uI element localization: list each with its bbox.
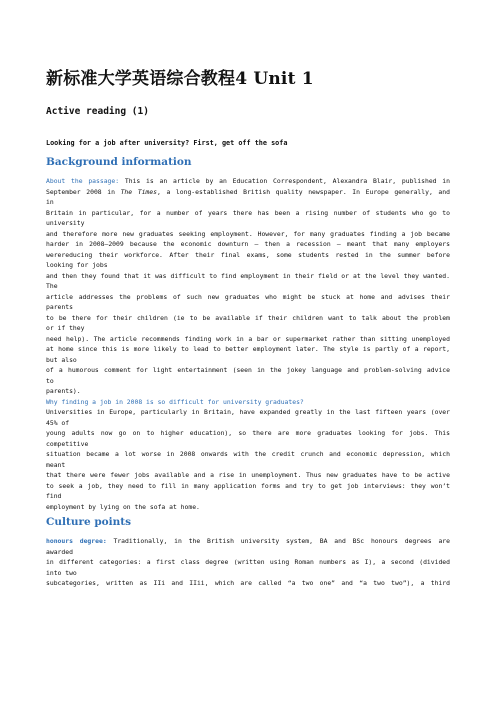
text-line: situation became a lot worse in 2008 onwards with the credit crunch and economic depression, which	[46, 450, 450, 458]
paragraph-lead: About the passage:	[46, 177, 120, 185]
text-line: need help). The article recommends finding work in a bar or supermarket rather than sitting unemployed	[46, 334, 450, 343]
text-line: find	[46, 492, 62, 500]
text-line: honours degree: Traditionally, in the British university system, BA and BSc honours degrees are	[46, 537, 450, 545]
text-line: subcategories, written as IIi and IIii, which are called “a two one” and “a two two”), a third	[46, 579, 450, 587]
text-line: September 2008 in The Times, a long-established British quality newspaper. In Europe generally, and	[46, 187, 450, 196]
text-line: article addresses the problems of such new graduates who might be stuck at home and advises their	[46, 292, 450, 301]
text-line: Britain in particular, for a number of years there has been a rising number of students who go to	[46, 208, 450, 217]
text-line: 45% of	[46, 418, 70, 427]
text-line: parents	[46, 303, 73, 311]
text-line: employment by lying on the sofa at home.	[46, 502, 200, 511]
document-title: 新标准大学英语综合教程4 Unit 1	[46, 69, 314, 89]
text-line: at home since this is more likely to lead to better employment later. The style is partly of a report,	[46, 345, 450, 353]
text-line: The	[46, 282, 58, 290]
text-line: werereducing their workforce. After their final exams, some students rested in the summer before	[46, 250, 450, 259]
text-line: Universities in Europe, particularly in Britain, have expanded greatly in the last fifteen years (over	[46, 408, 450, 416]
text-line: harder in 2008–2009 because the economic downturn – then a recession – meant that many employers	[46, 240, 450, 248]
text-line: looking for jobs	[46, 261, 108, 269]
active-reading-heading: Active reading (1)	[46, 106, 149, 117]
text-line: but also	[46, 355, 77, 364]
text-line: competitive	[46, 439, 89, 448]
text-line: and then they found that it was difficult to find employment in their field or at the level they wanted.	[46, 271, 450, 280]
text-line: parents).	[46, 387, 81, 395]
text-line: or if they	[46, 324, 85, 332]
culture-body	[46, 536, 450, 589]
text-line: university	[46, 219, 85, 227]
text-line: in different categories: a first class degree (written using Roman numbers as I), a second (divided	[46, 558, 450, 566]
text-line	[46, 397, 450, 408]
article-title: Looking for a job after university? First, get off the sofa	[46, 139, 288, 147]
paragraph-lead: Why finding a job in 2008 is so difficult for university graduates?	[46, 397, 304, 406]
text-line: to be there for their children (ie to be available if their children want to talk about the problem	[46, 313, 450, 322]
text-line: young adults now go on to higher education), so there are more graduates looking for jobs. This	[46, 429, 450, 437]
newspaper-name: The Times	[120, 187, 157, 196]
text-line: into two	[46, 568, 77, 577]
culture-heading: Culture points	[46, 516, 132, 528]
text-line: About the passage: This is an article by an Education Correspondent, Alexandra Blair, published in	[46, 177, 450, 185]
text-line: to seek a job, they need to fill in many application forms and try to get job interviews: they won’t	[46, 481, 450, 490]
text-line: meant	[46, 460, 66, 469]
text-line: of a humorous comment for light entertainment (seen in the jokey language and problem-solving advice	[46, 366, 450, 374]
text-line: awarded	[46, 547, 73, 556]
text-line: in	[46, 198, 54, 206]
paragraph-lead: honours degree:	[46, 537, 107, 545]
text-line: and therefore more new graduates seeking employment. However, for many graduates finding a job became	[46, 229, 450, 238]
background-heading: Background information	[46, 156, 192, 168]
background-body	[46, 176, 450, 512]
text-line: to	[46, 376, 54, 385]
text-line: that there were fewer jobs available and a rise in unemployment. Thus new graduates have to be active	[46, 471, 450, 479]
